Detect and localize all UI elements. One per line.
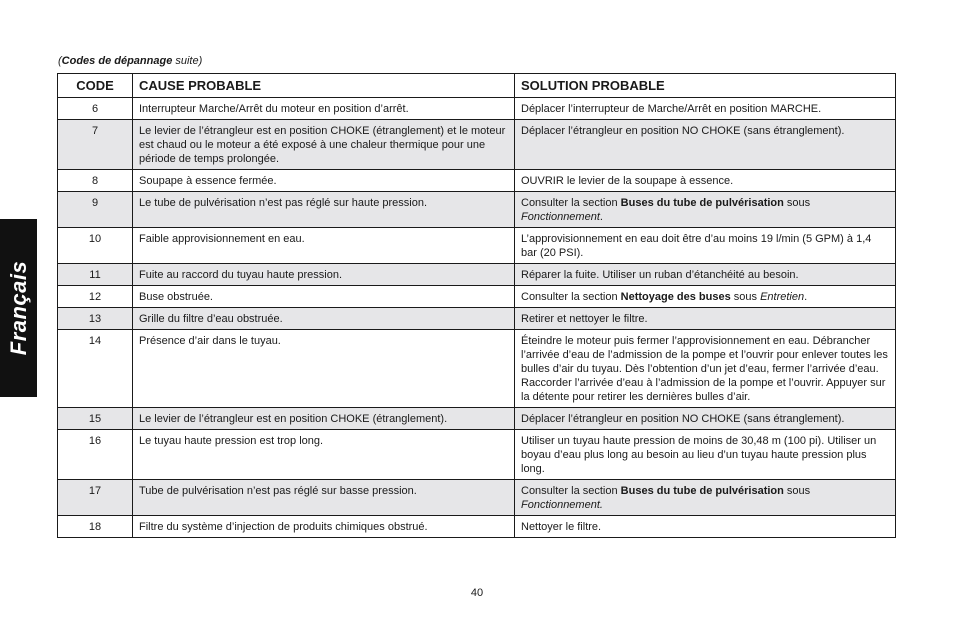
row-cause: Tube de pulvérisation n’est pas réglé sur basse pression. xyxy=(133,480,515,516)
solution-segment: Déplacer l’interrupteur de Marche/Arrêt en position MARCHE. xyxy=(521,103,822,115)
header-cause: CAUSE PROBABLE xyxy=(133,74,515,98)
row-code: 8 xyxy=(58,170,133,192)
row-solution xyxy=(515,516,896,538)
table-row xyxy=(58,516,896,538)
row-cause: Soupape à essence fermée. xyxy=(133,170,515,192)
solution-segment: Consulter la section xyxy=(521,197,621,209)
solution-segment: . xyxy=(599,211,603,223)
solution-segment: sous xyxy=(783,485,811,497)
row-solution xyxy=(515,480,896,516)
table-row xyxy=(58,330,896,408)
solution-segment: Retirer et nettoyer le filtre. xyxy=(521,313,648,325)
header-code: CODE xyxy=(58,74,133,98)
table-row xyxy=(58,98,896,120)
table-row xyxy=(58,480,896,516)
solution-segment: Fonctionnement. xyxy=(521,499,603,511)
solution-segment: Consulter la section xyxy=(521,291,621,303)
table-row xyxy=(58,228,896,264)
row-solution xyxy=(515,330,896,408)
solution-segment: OUVRIR le levier de la soupape à essence. xyxy=(521,175,734,187)
row-code: 13 xyxy=(58,308,133,330)
row-cause: Filtre du système d’injection de produits chimiques obstrué. xyxy=(133,516,515,538)
row-code: 9 xyxy=(58,192,133,228)
solution-segment: Éteindre le moteur puis fermer l’approvisionnement en eau. Débrancher l’arrivée d’eau de l’admission de la pompe et l’ouvrir pour enlever toutes les bulles d’air du tuyau. Dès l’obtention d’un jet d’eau, fermer l’arrivée d’eau. Raccorder l’arrivée d’eau à l’admission de la pompe et l’ouvrir. Appuyer sur la détente pour retirer les dernières bulles d’air. xyxy=(521,335,888,403)
table-row xyxy=(58,192,896,228)
table-caption xyxy=(58,55,202,67)
solution-segment: sous xyxy=(730,291,761,303)
row-solution xyxy=(515,286,896,308)
row-code: 17 xyxy=(58,480,133,516)
language-label: Français xyxy=(5,260,31,356)
row-code: 6 xyxy=(58,98,133,120)
row-code: 12 xyxy=(58,286,133,308)
solution-segment: Buses du tube de pulvérisation xyxy=(620,485,784,497)
solution-segment: sous xyxy=(783,197,811,209)
solution-segment: Consulter la section xyxy=(521,485,621,497)
row-code: 14 xyxy=(58,330,133,408)
row-code: 7 xyxy=(58,120,133,170)
solution-segment: Déplacer l’étrangleur en position NO CHOKE (sans étranglement). xyxy=(521,125,845,137)
table-row xyxy=(58,170,896,192)
table-row xyxy=(58,286,896,308)
row-solution xyxy=(515,192,896,228)
table-header-row xyxy=(58,74,896,98)
row-solution xyxy=(515,408,896,430)
language-side-tab xyxy=(0,219,37,397)
solution-segment: Réparer la fuite. Utiliser un ruban d’étanchéité au besoin. xyxy=(521,269,799,281)
table-row xyxy=(58,408,896,430)
row-code: 11 xyxy=(58,264,133,286)
row-code: 16 xyxy=(58,430,133,480)
row-solution xyxy=(515,170,896,192)
solution-segment: Buses du tube de pulvérisation xyxy=(620,197,784,209)
row-solution xyxy=(515,264,896,286)
table-row xyxy=(58,430,896,480)
row-solution xyxy=(515,120,896,170)
row-cause: Le tube de pulvérisation n’est pas réglé sur haute pression. xyxy=(133,192,515,228)
row-cause: Fuite au raccord du tuyau haute pression. xyxy=(133,264,515,286)
page-number: 40 xyxy=(470,587,484,599)
table-row xyxy=(58,264,896,286)
row-solution xyxy=(515,308,896,330)
row-code: 10 xyxy=(58,228,133,264)
table-row xyxy=(58,308,896,330)
row-code: 15 xyxy=(58,408,133,430)
row-cause: Interrupteur Marche/Arrêt du moteur en position d’arrêt. xyxy=(133,98,515,120)
header-solution: SOLUTION PROBABLE xyxy=(515,74,896,98)
solution-segment: Entretien xyxy=(760,291,805,303)
caption-bold: Codes de dépannage xyxy=(61,55,173,67)
row-cause: Grille du filtre d’eau obstruée. xyxy=(133,308,515,330)
caption-open-paren: ( xyxy=(58,55,62,67)
solution-segment: . xyxy=(804,291,808,303)
row-cause: Faible approvisionnement en eau. xyxy=(133,228,515,264)
row-cause: Le levier de l’étrangleur est en position CHOKE (étranglement). xyxy=(133,408,515,430)
table-body xyxy=(58,98,896,538)
row-cause: Présence d’air dans le tuyau. xyxy=(133,330,515,408)
row-solution xyxy=(515,430,896,480)
solution-segment: L’approvisionnement en eau doit être d’au moins 19 l/min (5 GPM) à 1,4 bar (20 PSI). xyxy=(521,233,872,259)
row-cause: Le levier de l’étrangleur est en position CHOKE (étranglement) et le moteur est chaud ou le moteur a été exposé à une chaleur thermique pour une période de temps prolongée. xyxy=(133,120,515,170)
table-row xyxy=(58,120,896,170)
solution-segment: Nettoyer le filtre. xyxy=(521,521,602,533)
row-code: 18 xyxy=(58,516,133,538)
row-cause: Buse obstruée. xyxy=(133,286,515,308)
solution-segment: Déplacer l’étrangleur en position NO CHOKE (sans étranglement). xyxy=(521,413,845,425)
caption-rest: suite) xyxy=(172,55,203,67)
troubleshooting-table xyxy=(57,73,896,538)
row-solution xyxy=(515,228,896,264)
row-cause: Le tuyau haute pression est trop long. xyxy=(133,430,515,480)
solution-segment: Nettoyage des buses xyxy=(620,291,731,303)
solution-segment: Utiliser un tuyau haute pression de moins de 30,48 m (100 pi). Utiliser un boyau d’eau plus long au besoin au lieu d’un tuyau haute pression plus long. xyxy=(521,435,877,475)
row-solution xyxy=(515,98,896,120)
solution-segment: Fonctionnement xyxy=(521,211,600,223)
